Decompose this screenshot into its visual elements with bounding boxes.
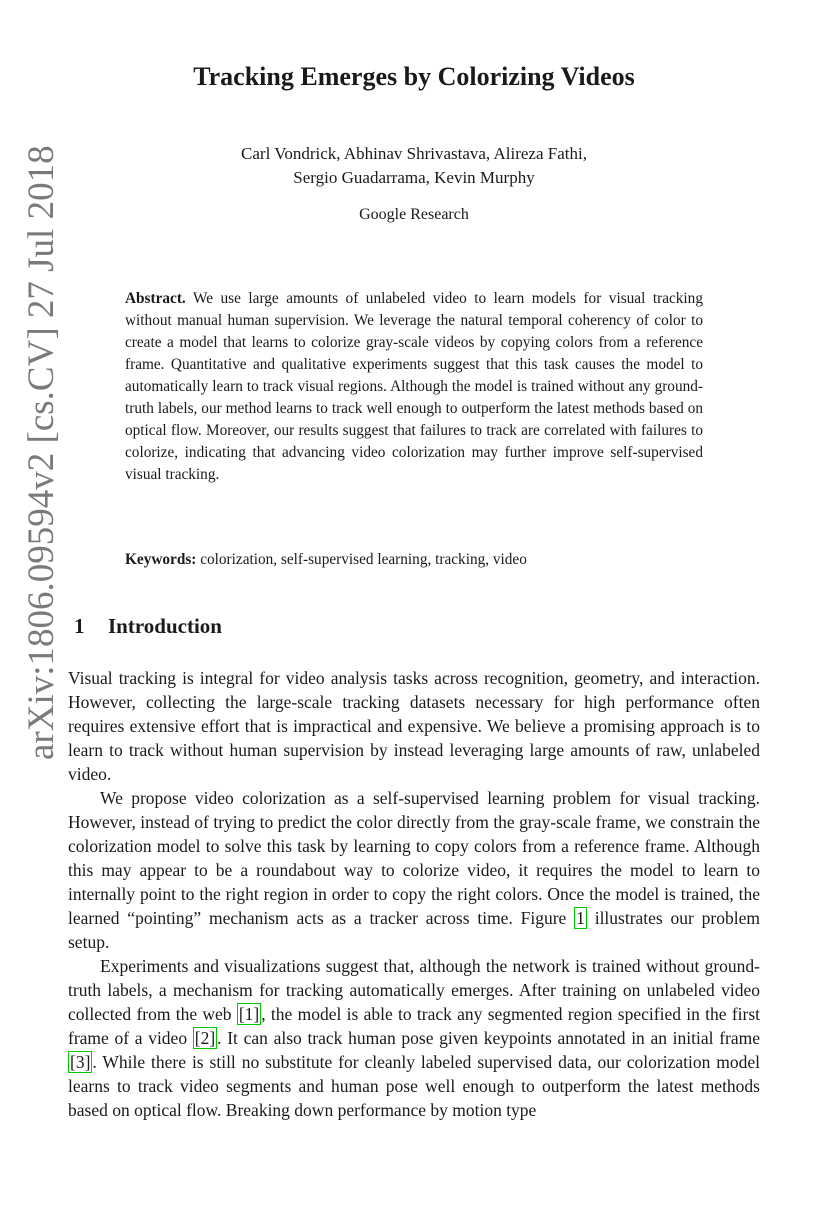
paragraph-3 [68,954,760,1122]
citation-link-2[interactable]: [2] [194,1028,216,1048]
paragraph-2-text-b: illustrates our problem setup. [68,908,761,952]
body-text [68,666,760,1122]
citation-link-3[interactable]: [3] [70,1052,91,1072]
paragraph-3-text-a: Experiments and visualizations suggest that, although the network is trained without ground-truth labels, a mechanism for tracking automatically emerges. After training on unlabeled video collected from the web [68,956,760,1024]
author-list [0,142,828,190]
abstract [125,288,703,486]
authors-line-2: Sergio Guadarrama, Kevin Murphy [293,168,535,187]
citation-link-1[interactable]: [1] [238,1004,260,1024]
paragraph-3-text-c: . It can also track human pose given keypoints annotated in an initial frame [217,1028,760,1048]
affiliation: Google Research [359,206,469,223]
paper-title: Tracking Emerges by Colorizing Videos [193,62,635,91]
abstract-label: Abstract. [125,290,186,307]
paragraph-3-text-d: . While there is still no substitute for cleanly labeled supervised data, our colorization model learns to track video segments and human pose well enough to outperform the latest methods based on optical flow. Breaking down performance by motion type [68,1052,760,1120]
paragraph-1: Visual tracking is integral for video analysis tasks across recognition, geometry, and interaction. However, collecting the large-scale tracking datasets necessary for high performance often requires extensive effort that is impractical and expensive. We believe a promising approach is to learn to track without human supervision by instead leveraging large amounts of raw, unlabeled video. [68,668,760,784]
keywords-text: colorization, self-supervised learning, tracking, video [200,551,527,568]
paragraph-2-text-a: We propose video colorization as a self-supervised learning problem for visual tracking. However, instead of trying to predict the color directly from the gray-scale frame, we constrain the colorization model to solve this task by learning to copy colors from a reference frame. Although this may appear to be a roundabout way to colorize video, it requires the model to learn to internally point to the right region in order to copy the right colors. Once the model is trained, the learned “pointing” mechanism acts as a tracker across time. Figure [68,788,760,928]
arxiv-identifier: arXiv:1806.09594v2 [cs.CV] 27 Jul 2018 [21,145,62,760]
figure-reference-link[interactable]: 1 [576,908,585,928]
paragraph-2 [68,786,760,954]
paragraph-3-text-b: , the model is able to track any segmented region specified in the first frame of a video [68,1004,761,1048]
keywords [125,551,703,569]
keywords-label: Keywords: [125,551,197,568]
authors-line-1: Carl Vondrick, Abhinav Shrivastava, Alireza Fathi, [241,144,587,163]
abstract-text: We use large amounts of unlabeled video to learn models for visual tracking without manual human supervision. We leverage the natural temporal coherency of color to create a model that learns to colorize gray-scale videos by copying colors from a reference frame. Quantitative and qualitative experiments suggest that this task causes the model to automatically learn to track visual regions. Although the model is trained without any ground-truth labels, our method learns to track well enough to outperform the latest methods based on optical flow. Moreover, our results suggest that failures to track are correlated with failures to colorize, indicating that advancing video colorization may further improve self-supervised visual tracking. [125,290,703,483]
section-number: 1 [74,614,85,638]
section-title: Introduction [108,614,222,638]
section-heading [74,614,222,639]
